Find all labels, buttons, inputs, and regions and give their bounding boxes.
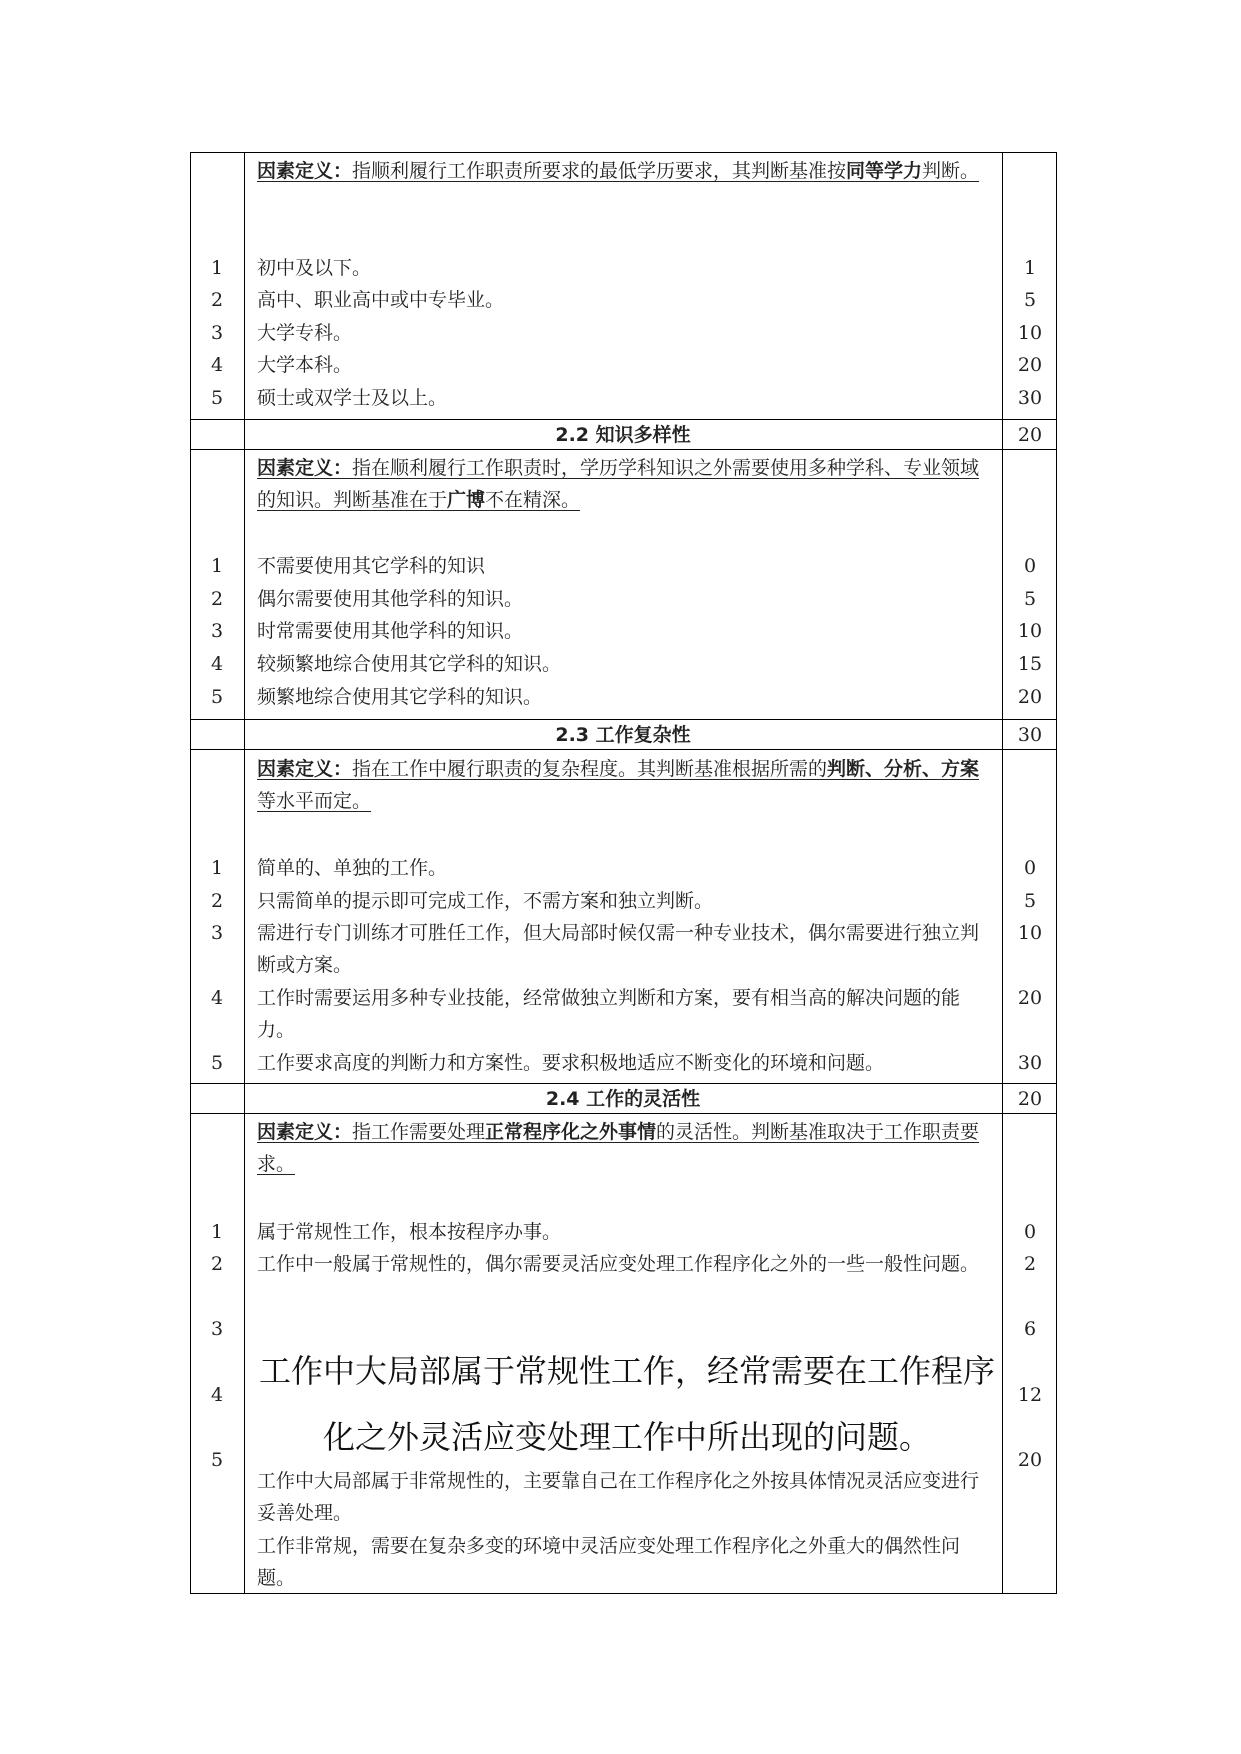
- level-score: 10: [1017, 322, 1043, 344]
- level-score: 20: [1017, 1449, 1043, 1471]
- factor-definition: 因素定义：指在顺利履行工作职责时，学历学科知识之外需要使用多种学科、专业领域的知识。判断基准在于广博不在精深。: [257, 457, 980, 511]
- level-number: 4: [210, 987, 224, 1009]
- level-description: 大学本科。: [257, 354, 353, 376]
- level-number: 1: [210, 857, 224, 879]
- level-score: 15: [1017, 653, 1043, 675]
- level-number: 1: [210, 1221, 224, 1243]
- factor-definition: 因素定义：指在工作中履行职责的复杂程度。其判断基准根据所需的判断、分析、方案等水平而定。: [257, 758, 980, 812]
- level-number: 3: [210, 922, 224, 944]
- row-divider: [191, 419, 1056, 420]
- level-score: 20: [1017, 686, 1043, 708]
- level-description: 工作时需要运用多种专业技能，经常做独立判断和方案，要有相当高的解决问题的能力。: [257, 987, 961, 1041]
- level-description: 工作中一般属于常规性的，偶尔需要灵活应变处理工作程序化之外的一些一般性问题。: [257, 1253, 980, 1275]
- level-description: 不需要使用其它学科的知识: [257, 555, 486, 577]
- level-number: 3: [210, 620, 224, 642]
- section-title: 2.2 知识多样性: [555, 424, 691, 446]
- level-description: 硕士或双学士及以上。: [257, 387, 448, 409]
- level-number: 3: [210, 1318, 224, 1340]
- level-score: 20: [1017, 987, 1043, 1009]
- section-title: 2.3 工作复杂性: [555, 724, 691, 746]
- level-score: 1: [1023, 257, 1037, 279]
- level-description: 高中、职业高中或中专毕业。: [257, 289, 505, 311]
- level-score: 5: [1023, 890, 1037, 912]
- level-number: 2: [210, 1253, 224, 1275]
- column-divider: [244, 153, 245, 1593]
- level-description: 简单的、单独的工作。: [257, 857, 448, 879]
- level-score: 2: [1023, 1253, 1037, 1275]
- row-divider: [191, 719, 1056, 720]
- level-number: 5: [210, 1052, 224, 1074]
- level-number: 1: [210, 555, 224, 577]
- level-description: 大学专科。: [257, 322, 353, 344]
- level-number: 4: [210, 1384, 224, 1406]
- level-score: 0: [1023, 857, 1037, 879]
- level-number: 5: [210, 387, 224, 409]
- level-score: 0: [1023, 555, 1037, 577]
- section-score: 20: [1017, 1088, 1043, 1110]
- emphasized-description: 工作中大局部属于常规性工作，经常需要在工作程序化之外灵活应变处理工作中所出现的问题。: [258, 1352, 995, 1456]
- section-score: 20: [1017, 424, 1043, 446]
- level-description: 频繁地综合使用其它学科的知识。: [257, 686, 543, 708]
- row-divider: [191, 1083, 1056, 1084]
- level-score: 6: [1023, 1318, 1037, 1340]
- evaluation-table: [190, 152, 1057, 1594]
- factor-definition: 因素定义：指工作需要处理正常程序化之外事情的灵活性。判断基准取决于工作职责要求。: [257, 1121, 980, 1175]
- level-number: 5: [210, 686, 224, 708]
- row-divider: [191, 749, 1056, 750]
- level-description: 初中及以下。: [257, 257, 372, 279]
- section-title: 2.4 工作的灵活性: [545, 1088, 701, 1110]
- level-score: 12: [1017, 1384, 1043, 1406]
- level-number: 3: [210, 322, 224, 344]
- level-description: 工作要求高度的判断力和方案性。要求积极地适应不断变化的环境和问题。: [257, 1052, 885, 1074]
- level-description: 需进行专门训练才可胜任工作，但大局部时候仅需一种专业技术，偶尔需要进行独立判断或方案。: [257, 922, 980, 976]
- level-score: 5: [1023, 588, 1037, 610]
- level-number: 5: [210, 1449, 224, 1471]
- level-score: 10: [1017, 620, 1043, 642]
- row-divider: [191, 1113, 1056, 1114]
- level-number: 1: [210, 257, 224, 279]
- level-number: 2: [210, 890, 224, 912]
- level-score: 5: [1023, 289, 1037, 311]
- level-description: 较频繁地综合使用其它学科的知识。: [257, 653, 562, 675]
- level-score: 0: [1023, 1221, 1037, 1243]
- level-description: 偶尔需要使用其他学科的知识。: [257, 588, 524, 610]
- row-divider: [191, 449, 1056, 450]
- level-description: 时常需要使用其他学科的知识。: [257, 620, 524, 642]
- level-score: 20: [1017, 354, 1043, 376]
- factor-definition: 因素定义：指顺利履行工作职责所要求的最低学历要求，其判断基准按同等学力判断。: [257, 160, 980, 182]
- level-number: 2: [210, 289, 224, 311]
- level-score: 30: [1017, 387, 1043, 409]
- level-score: 10: [1017, 922, 1043, 944]
- level-description: 工作中大局部属于非常规性的，主要靠自己在工作程序化之外按具体情况灵活应变进行妥善处理。: [257, 1470, 980, 1524]
- level-description: 属于常规性工作，根本按程序办事。: [257, 1221, 562, 1243]
- section-score: 30: [1017, 724, 1043, 746]
- level-number: 2: [210, 588, 224, 610]
- level-number: 4: [210, 653, 224, 675]
- level-description: 工作非常规，需要在复杂多变的环境中灵活应变处理工作程序化之外重大的偶然性问题。: [257, 1535, 961, 1589]
- level-score: 30: [1017, 1052, 1043, 1074]
- level-number: 4: [210, 354, 224, 376]
- level-description: 只需简单的提示即可完成工作，不需方案和独立判断。: [257, 890, 714, 912]
